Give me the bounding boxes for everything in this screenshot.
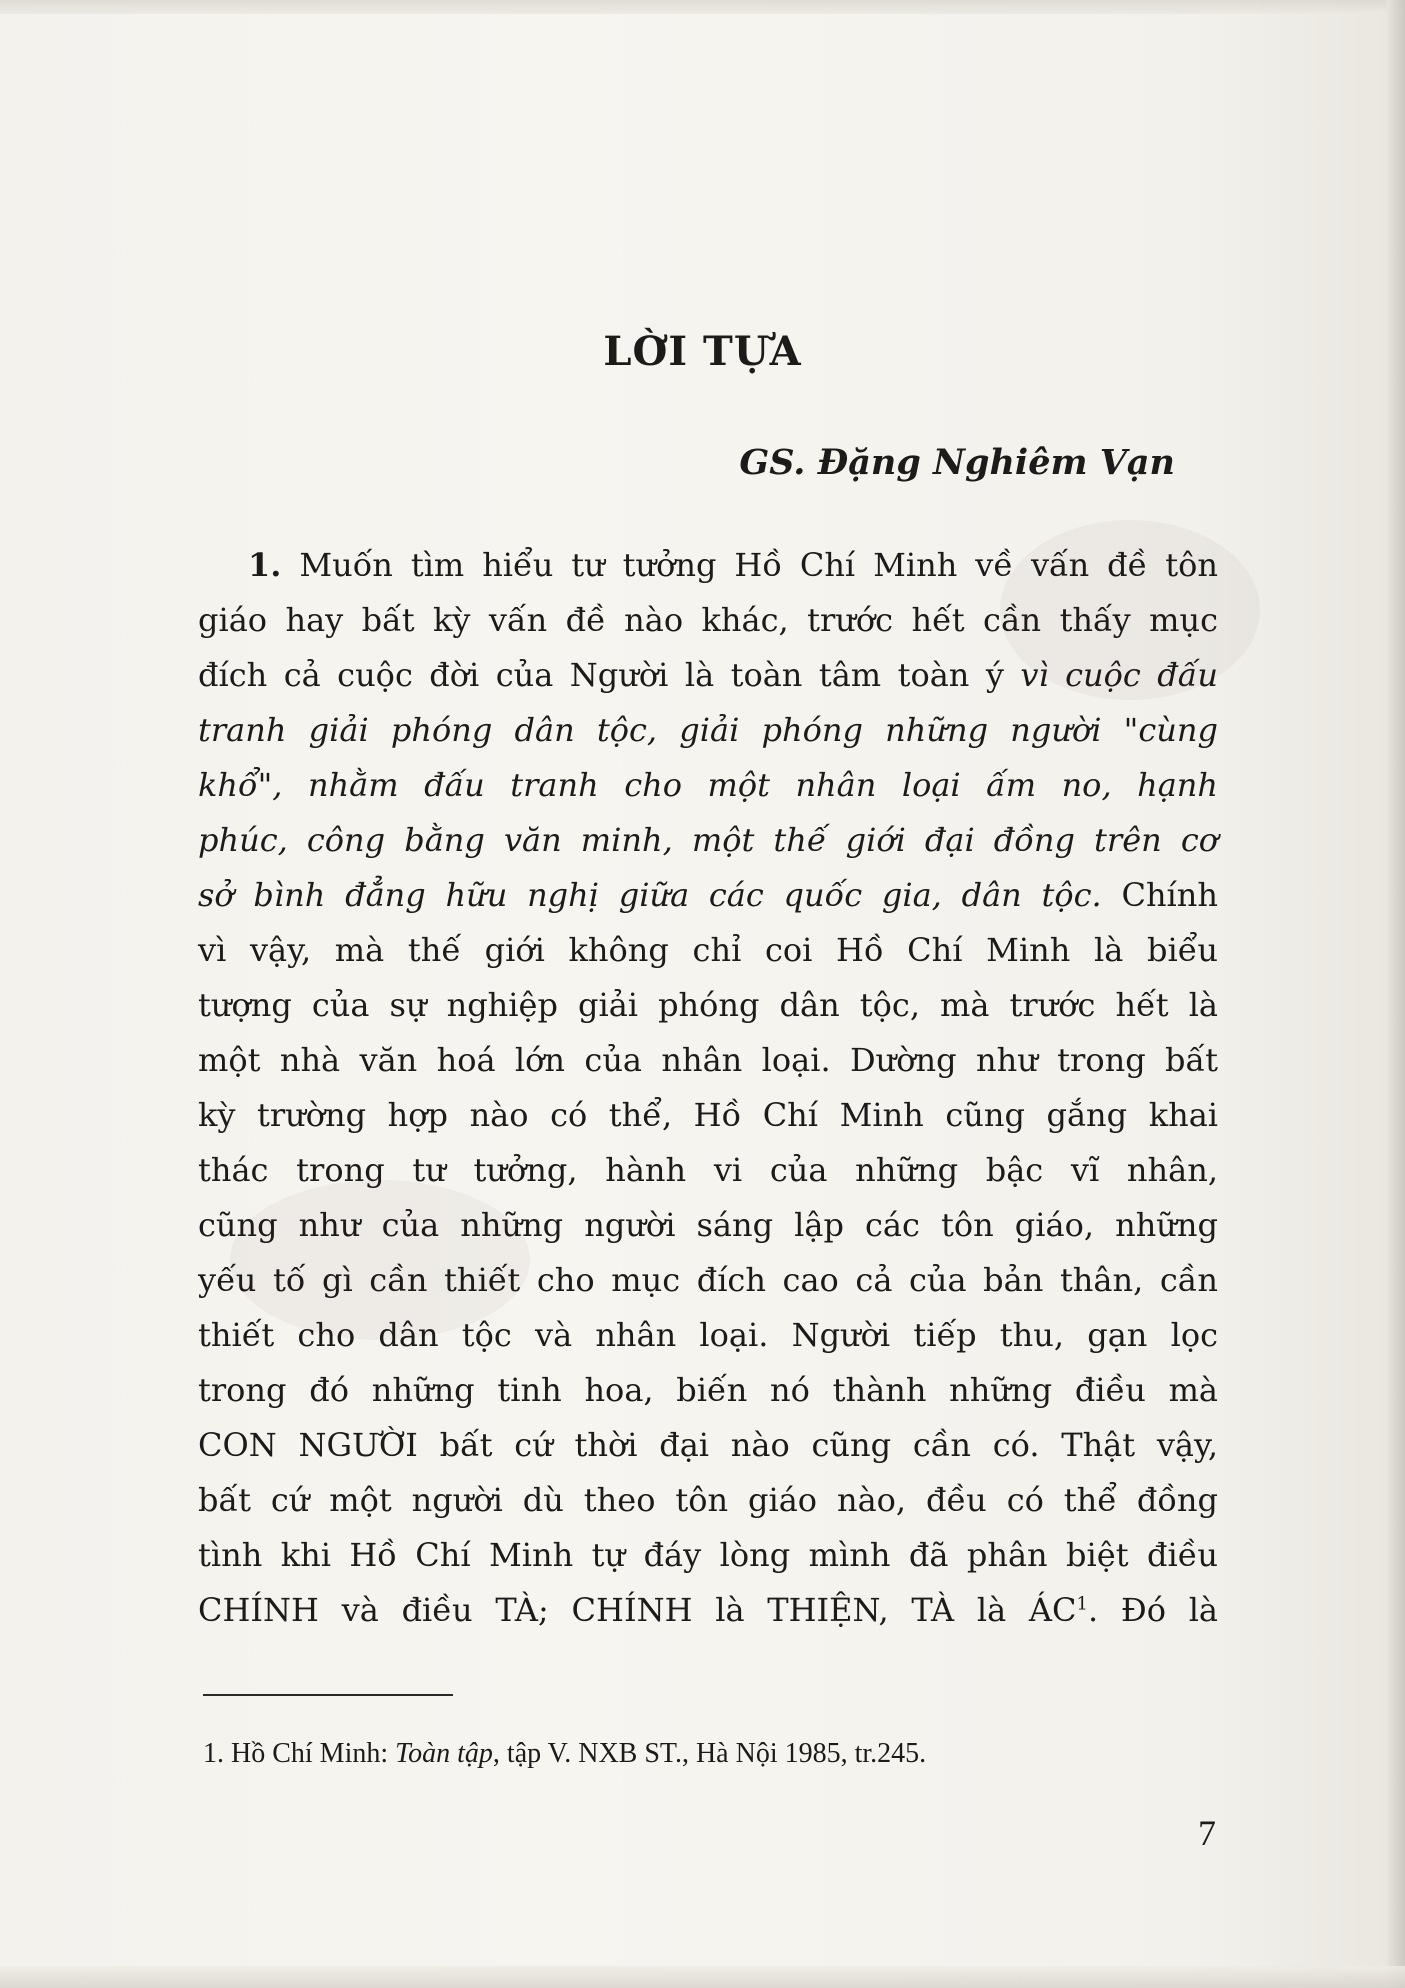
body-text-run: thác trong tư tưởng, hành vi của những bậc vĩ nhân,	[198, 1151, 1218, 1189]
text-line	[198, 1088, 1218, 1143]
paragraph-number: 1.	[248, 546, 282, 584]
body-text-run: cũng như của những người sáng lập các tôn giáo, những	[198, 1206, 1218, 1244]
text-line	[198, 868, 1218, 923]
text-line	[198, 538, 1218, 593]
text-line	[198, 1253, 1218, 1308]
page-right-edge	[1387, 0, 1405, 1988]
body-text-run: Muốn tìm hiểu tư tưởng Hồ Chí Minh về vấn đề tôn	[281, 546, 1218, 584]
italic-text: vì cuộc đấu	[1020, 656, 1219, 694]
text-line	[198, 1198, 1218, 1253]
body-text-run: giáo hay bất kỳ vấn đề nào khác, trước hết cần thấy mục	[198, 601, 1218, 639]
footnote	[203, 1734, 1203, 1774]
footnote-marker: 1	[1076, 1593, 1088, 1615]
italic-text: phúc, công bằng văn minh, một thế giới đại đồng trên cơ	[198, 821, 1218, 859]
footnote-prefix: 1. Hồ Chí Minh:	[203, 1738, 396, 1769]
body-text-run: . Đó là	[1087, 1591, 1219, 1629]
footnote-rest: , tập V. NXB ST., Hà Nội 1985, tr.245.	[492, 1738, 927, 1769]
body-text-run: tượng của sự nghiệp giải phóng dân tộc, mà trước hết là	[198, 986, 1218, 1024]
text-line	[198, 1308, 1218, 1363]
text-line	[198, 1143, 1218, 1198]
text-line	[198, 703, 1218, 758]
text-line	[198, 1473, 1218, 1528]
body-text-run: một nhà văn hoá lớn của nhân loại. Dường như trong bất	[198, 1041, 1218, 1079]
body-text-run: CON NGƯỜI bất cứ thời đại nào cũng cần có. Thật vậy,	[198, 1426, 1218, 1464]
body-text-run: Chính	[1101, 876, 1219, 914]
page-top-edge	[0, 0, 1405, 14]
text-line	[198, 813, 1218, 868]
italic-text: tranh giải phóng dân tộc, giải phóng những người "cùng	[198, 711, 1218, 749]
text-line	[198, 758, 1218, 813]
body-text-run: tình khi Hồ Chí Minh tự đáy lòng mình đã phân biệt điều	[198, 1536, 1218, 1574]
text-line	[198, 923, 1218, 978]
body-paragraph	[198, 538, 1218, 1638]
text-line	[198, 1583, 1218, 1638]
text-line	[198, 648, 1218, 703]
body-text-run: yếu tố gì cần thiết cho mục đích cao cả của bản thân, cần	[198, 1261, 1218, 1299]
body-text-run: thiết cho dân tộc và nhân loại. Người tiếp thu, gạn lọc	[198, 1316, 1218, 1354]
body-text-run: bất cứ một người dù theo tôn giáo nào, đều có thể đồng	[198, 1481, 1218, 1519]
body-text-run: CHÍNH và điều TÀ; CHÍNH là THIỆN, TÀ là ÁC	[198, 1591, 1077, 1629]
body-text-run: đích cả cuộc đời của Người là toàn tâm toàn ý	[198, 656, 1021, 694]
footnote-divider	[203, 1694, 453, 1696]
author-name: GS. Đặng Nghiêm Vạn	[739, 442, 1175, 483]
text-line	[198, 978, 1218, 1033]
text-line	[198, 1528, 1218, 1583]
italic-text: khổ", nhằm đấu tranh cho một nhân loại ấm no, hạnh	[198, 766, 1218, 804]
text-line	[198, 593, 1218, 648]
footnote-work-title: Toàn tập	[395, 1738, 493, 1769]
page-title: LỜI TỰA	[603, 328, 802, 375]
page-number: 7	[1198, 1813, 1216, 1853]
body-text-run: trong đó những tinh hoa, biến nó thành những điều mà	[198, 1371, 1218, 1409]
body-text-run: kỳ trường hợp nào có thể, Hồ Chí Minh cũng gắng khai	[198, 1096, 1218, 1134]
text-line	[198, 1033, 1218, 1088]
body-text-run: vì vậy, mà thế giới không chỉ coi Hồ Chí Minh là biểu	[198, 931, 1218, 969]
page-bottom-edge	[0, 1966, 1405, 1988]
italic-text: sở bình đẳng hữu nghị giữa các quốc gia, dân tộc.	[198, 876, 1102, 914]
text-line	[198, 1363, 1218, 1418]
text-line	[198, 1418, 1218, 1473]
